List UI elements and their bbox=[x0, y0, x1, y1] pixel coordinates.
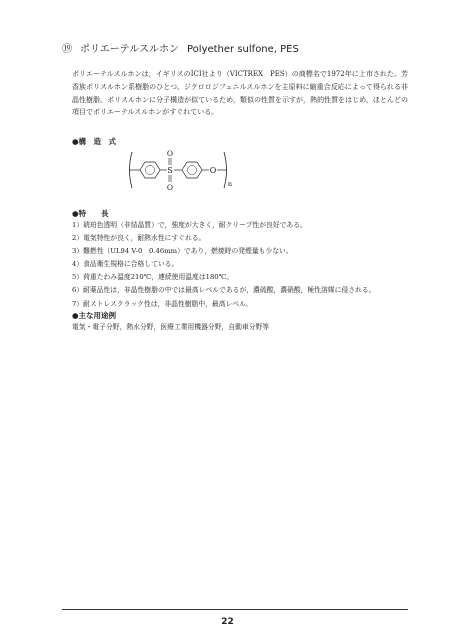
list-item: 2）電気特性が良く，耐熱水性にすぐれる。 bbox=[72, 234, 206, 243]
uses-text: 電気・電子分野，熱水分野，医療工業用機器分野，自動車分野等 bbox=[72, 323, 270, 331]
structural-formula bbox=[126, 146, 236, 194]
structure-heading: ●構 造 式 bbox=[72, 137, 117, 146]
atom-o-bottom: O bbox=[166, 183, 174, 192]
list-item: 4）食品衛生規格に合格している。 bbox=[72, 260, 179, 269]
section-title bbox=[62, 40, 299, 55]
page-number: 22 bbox=[221, 617, 234, 627]
section-number: ⑲ bbox=[62, 44, 72, 55]
list-item: 6）耐薬品性は，非晶性樹脂の中では最高レベルであるが，濃硫酸，濃硝酸，極性溶媒に侵される。 bbox=[72, 286, 376, 295]
atom-o-ether: O bbox=[209, 166, 217, 175]
list-item: 5）荷重たわみ温度210℃，連続使用温度は180℃。 bbox=[72, 273, 234, 282]
footer-divider bbox=[62, 609, 408, 610]
list-item: 3）難燃性（UL94 V-0 0.46mm）であり，燃焼時の発煙量も少ない。 bbox=[72, 247, 293, 256]
list-item: 1）琥珀色透明（非結晶質）で，強度が大きく，耐クリープ性が良好である。 bbox=[72, 221, 307, 229]
atom-s: S bbox=[167, 166, 173, 175]
atom-o-top: O bbox=[166, 149, 174, 158]
features-heading: ●特 長 bbox=[72, 209, 109, 218]
section-title-english: Polyether sulfone, PES bbox=[187, 44, 299, 55]
benzene-ring-right bbox=[182, 162, 202, 178]
benzene-ring-left bbox=[140, 162, 160, 178]
subscript-n: n bbox=[227, 180, 233, 188]
uses-heading: ●主な用途例 bbox=[72, 311, 117, 320]
section-title-japanese: ポリエーテルスルホン bbox=[80, 44, 179, 55]
list-item: 7）耐ストレスクラック性は，非晶性樹脂中，最高レベル。 bbox=[72, 299, 253, 308]
intro-paragraph: ポリエーテルスルホンは，イギリスのICI社より（VICTREX PES）の商標名で1972年に上市された。芳香族ポリスルホン系樹脂のひとつ。ジクロロジフェニルスルホンを主原料に縮重合反応によって得られる非晶性樹脂。ポリスルホンに分子構造が似ているため，類似の性質を示すが，熱的性質をはじめ，ほとんどの項目でポリエーテルスルホンがすぐれている。 bbox=[72, 70, 408, 117]
features-list bbox=[72, 219, 375, 311]
